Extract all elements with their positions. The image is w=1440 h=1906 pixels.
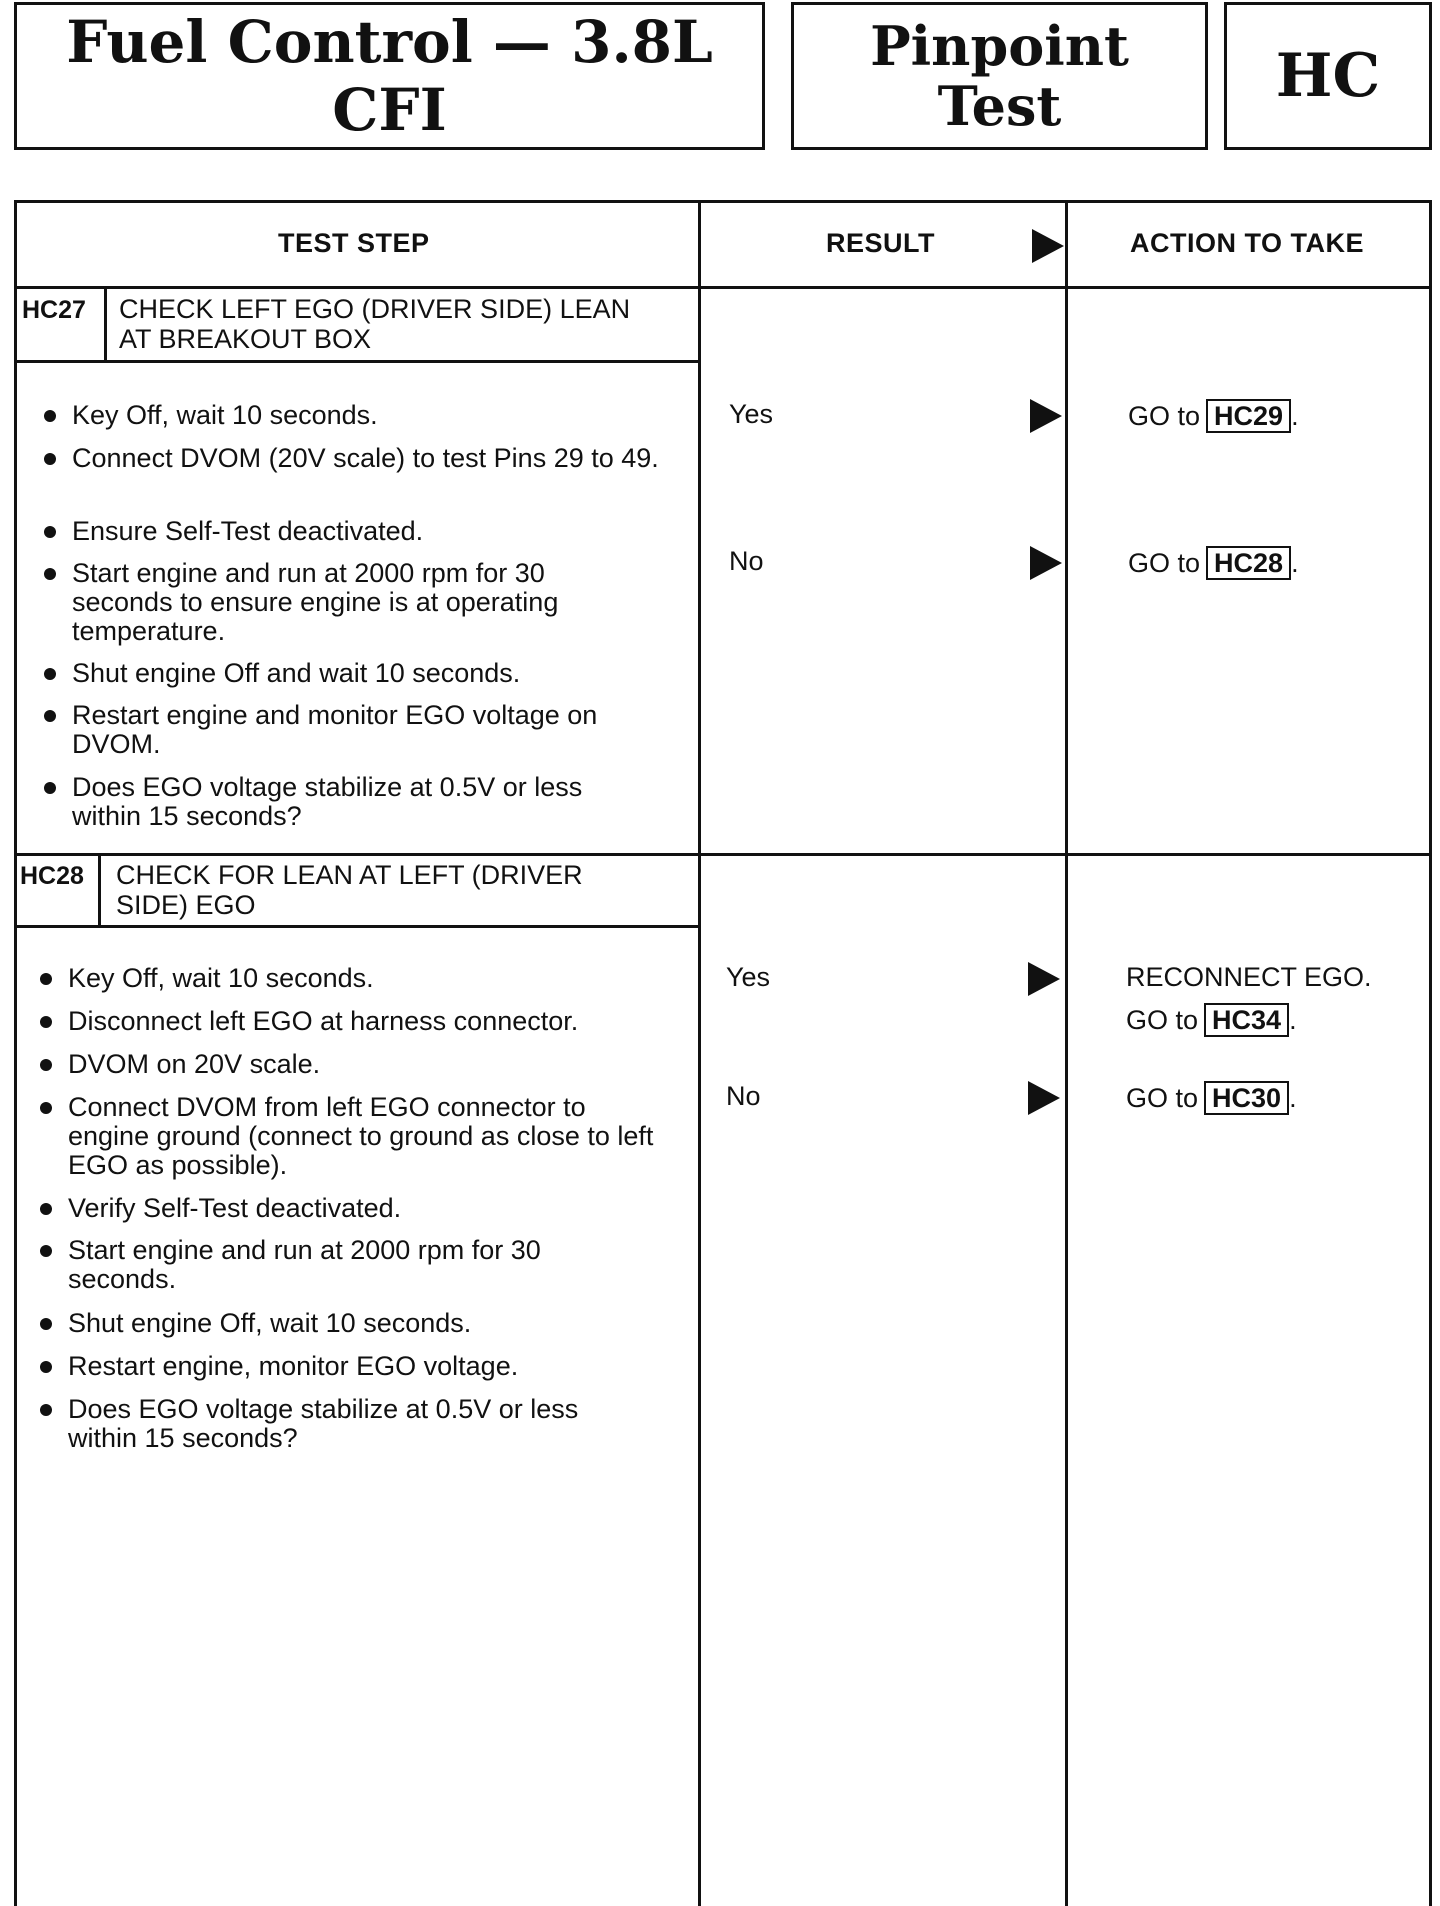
step-reference[interactable]: HC29 [1206, 399, 1291, 433]
list-item: Restart engine, monitor EGO voltage. [38, 1352, 658, 1381]
action-text: GO to HC34 . [1126, 1005, 1297, 1035]
page-title-text: Fuel Control — 3.8L CFI [66, 8, 713, 144]
step-code: HC27 [22, 296, 86, 324]
action-text: RECONNECT EGO. [1126, 962, 1372, 992]
table-border-right [1429, 200, 1432, 1906]
list-item: DVOM on 20V scale. [38, 1050, 658, 1079]
step-title-line2: AT BREAKOUT BOX [119, 324, 372, 354]
bullet-icon [40, 1203, 52, 1215]
list-item: Does EGO voltage stabilize at 0.5V or less within 15 seconds? [42, 773, 642, 831]
list-item: Start engine and run at 2000 rpm for 30 seconds. [38, 1236, 558, 1294]
list-item: Shut engine Off, wait 10 seconds. [38, 1309, 658, 1338]
bullet-icon [44, 782, 56, 794]
bullet-icon [40, 1404, 52, 1416]
result-yes: Yes [726, 962, 771, 992]
step-title-underline [14, 360, 700, 363]
list-item: Key Off, wait 10 seconds. [42, 401, 662, 430]
step-title-line1: CHECK LEFT EGO (DRIVER SIDE) LEAN [119, 294, 631, 324]
list-item: Ensure Self-Test deactivated. [42, 517, 662, 546]
list-item: Key Off, wait 10 seconds. [38, 964, 658, 993]
page-title [14, 2, 765, 150]
list-item: Shut engine Off and wait 10 seconds. [42, 659, 662, 688]
step-code-divider [98, 855, 101, 928]
table-border-left [14, 200, 17, 1906]
action-text: GO to HC28 . [1128, 548, 1299, 578]
step-code-divider [104, 288, 107, 363]
result-no: No [726, 1081, 761, 1111]
document-type-line1: Pinpoint [870, 14, 1129, 78]
result-arrow-icon [1030, 399, 1062, 433]
list-item: Connect DVOM from left EGO connector to engine ground (connect to ground as close to left EGO as possible). [38, 1093, 658, 1180]
bullet-icon [40, 973, 52, 985]
document-type-line2: Test [937, 74, 1062, 138]
list-item: Restart engine and monitor EGO voltage on DVOM. [42, 701, 642, 759]
bullet-icon [44, 710, 56, 722]
column-header-test-step: TEST STEP [278, 228, 430, 258]
list-item: Disconnect left EGO at harness connector. [38, 1007, 678, 1036]
bullet-icon [40, 1361, 52, 1373]
column-header-result: RESULT [826, 228, 935, 258]
section-code [1224, 2, 1432, 150]
result-no: No [729, 546, 764, 576]
step-divider [14, 853, 1432, 856]
result-yes: Yes [729, 399, 774, 429]
result-arrow-icon [1030, 546, 1062, 580]
result-arrow-icon [1032, 229, 1064, 263]
step-title-line1: CHECK FOR LEAN AT LEFT (DRIVER [116, 860, 583, 890]
list-item: Start engine and run at 2000 rpm for 30 seconds to ensure engine is at operating temperature. [42, 559, 612, 646]
column-divider-2 [1065, 200, 1068, 1906]
action-text: GO to HC30 . [1126, 1083, 1297, 1113]
section-code-text: HC [1275, 41, 1381, 111]
step-title [116, 860, 583, 920]
bullet-icon [40, 1016, 52, 1028]
step-reference[interactable]: HC34 [1204, 1003, 1289, 1037]
step-reference[interactable]: HC28 [1206, 546, 1291, 580]
step-title-line2: SIDE) EGO [116, 890, 256, 920]
step-title [119, 294, 630, 354]
list-item: Connect DVOM (20V scale) to test Pins 29 to 49. [42, 444, 662, 473]
bullet-icon [44, 410, 56, 422]
document-type [791, 2, 1208, 150]
column-divider-1 [698, 200, 701, 1906]
bullet-icon [44, 453, 56, 465]
bullet-icon [44, 526, 56, 538]
column-header-action: ACTION TO TAKE [1130, 228, 1364, 258]
bullet-icon [44, 668, 56, 680]
step-reference[interactable]: HC30 [1204, 1081, 1289, 1115]
bullet-icon [40, 1059, 52, 1071]
step-code: HC28 [20, 862, 84, 890]
bullet-icon [40, 1318, 52, 1330]
header-row-divider [14, 286, 1432, 289]
list-item: Verify Self-Test deactivated. [38, 1194, 658, 1223]
result-arrow-icon [1028, 1081, 1060, 1115]
bullet-icon [44, 568, 56, 580]
result-arrow-icon [1028, 962, 1060, 996]
step-title-underline [14, 925, 700, 928]
bullet-icon [40, 1102, 52, 1114]
bullet-icon [40, 1245, 52, 1257]
list-item: Does EGO voltage stabilize at 0.5V or less within 15 seconds? [38, 1395, 638, 1453]
table-border-top [14, 200, 1432, 203]
action-text: GO to HC29 . [1128, 401, 1299, 431]
